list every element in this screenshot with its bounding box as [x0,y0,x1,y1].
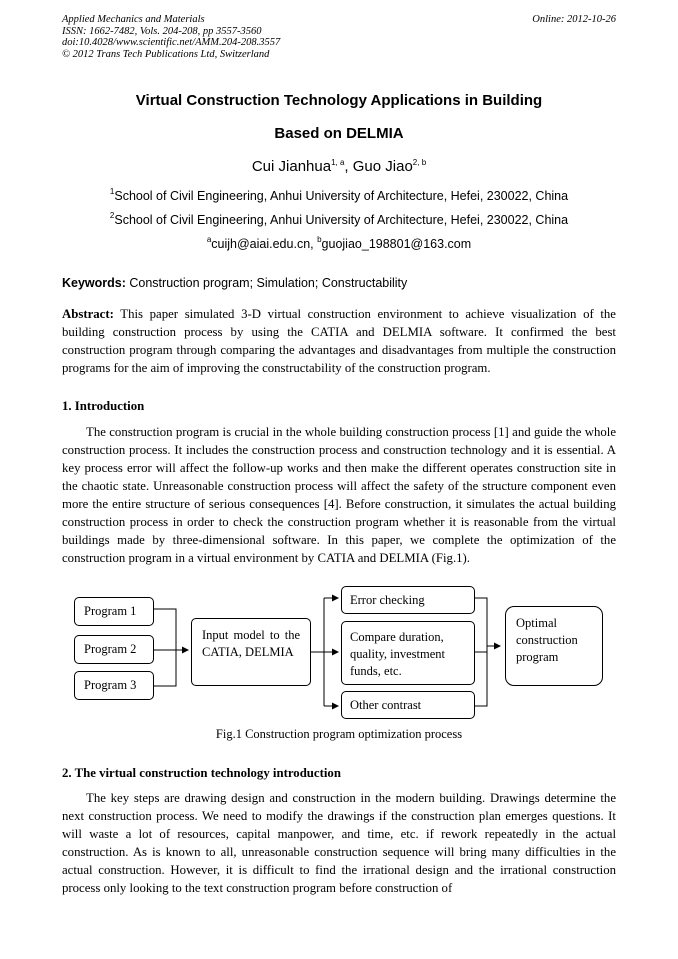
optimal-program-box [505,606,603,686]
section-1-heading: 1. Introduction [62,399,145,413]
affiliation-2-sup: 2 [109,211,115,220]
other-contrast-box [341,691,475,719]
input-model-label: Input model to the CATIA, DELMIA [202,628,300,659]
section-2-body: The key steps are drawing design and construction in the modern building. Drawings determine the next construction process. We need to modify the drawings if the construction plan emerges questions. It will waste a lot of resources, capital manpower, and time, etc. if rework repeatedly in the actual construction. As is known to all, unreasonable construction sequence will bring many difficulties in the actual construction. However, it is difficult to find the irrational design and the irrational construction process only looking to the text construction program before construction of [62,791,616,895]
program-3-box [74,671,154,700]
paper-title-line2: Based on DELMIA [274,125,404,142]
issn-line: ISSN: 1662-7482, Vols. 204-208, pp 3557-3560 [62,25,262,37]
email-b: guojiao_198801@163.com [321,237,472,251]
affiliation-2-text: School of Civil Engineering, Anhui University of Architecture, Hefei, 230022, China [114,213,569,227]
email-separator: , [310,237,318,251]
online-date: Online: 2012-10-26 [532,14,616,25]
error-checking-label: Error checking [350,593,425,607]
abstract-label: Abstract: [62,307,114,321]
error-checking-box [341,586,475,614]
connector-program1 [154,609,176,652]
program-2-label: Program 2 [84,642,137,656]
email-b-sup: b [317,235,322,244]
input-model-box [191,618,311,686]
keywords-text: Construction program; Simulation; Constructability [125,276,408,290]
author-2: Guo Jiao [352,158,413,175]
abstract-text: This paper simulated 3-D virtual construction environment to achieve visualization of the building construction process by using the CATIA and DELMIA software. It confirmed the best construction program through comparing the advantages and disadvantages from multiple the construction programs for the aim of improving the constructability of the construction program. [62,307,616,375]
optimal-program-label: Optimal construction program [516,616,578,664]
connector-program3 [154,652,176,686]
section-1-body: The construction program is crucial in the whole building construction process [1] and guide the whole construction process. It includes the construction process and construction technology and it is essential. A key process error will affect the follow-up works and then make the different operates construction site in the chaotic state. Unreasonable construction process will affect the safety of the structure component even more the entire structure of serious consequences [4]. Before construction, it simulates the actual building construction process in order to check the construction program whether it is reasonable from the virtual buildings made by three-dimensional software. In this paper, we complete the optimization of the construction program in a virtual environment by CATIA and DELMIA (Fig.1). [62,425,616,565]
program-1-box [74,597,154,626]
compare-label: Compare duration, quality, investment funds, etc. [350,630,446,678]
author-2-sup: 2, b [412,158,427,167]
program-2-box [74,635,154,664]
program-3-label: Program 3 [84,678,137,692]
email-a-sup: a [206,235,212,244]
program-1-label: Program 1 [84,604,137,618]
author-separator: , [344,158,353,175]
paper-title-line1: Virtual Construction Technology Applications in Building [135,92,543,109]
keywords-label: Keywords: [62,276,126,290]
email-a: cuijh@aiai.edu.cn [211,237,311,251]
other-contrast-label: Other contrast [350,698,422,712]
journal-name: Applied Mechanics and Materials [62,14,205,25]
compare-box [341,621,475,685]
author-1-sup: 1, a [331,158,345,167]
section-2-heading: 2. The virtual construction technology introduction [62,766,341,780]
doi-line: doi:10.4028/www.scientific.net/AMM.204-208.3557 [62,37,281,48]
copyright-line: © 2012 Trans Tech Publications Ltd, Switzerland [62,48,270,60]
figure-1-caption: Fig.1 Construction program optimization process [215,727,463,741]
author-1: Cui Jianhua [251,158,332,175]
affiliation-1-sup: 1 [109,187,115,196]
affiliation-1-text: School of Civil Engineering, Anhui University of Architecture, Hefei, 230022, China [114,189,569,203]
